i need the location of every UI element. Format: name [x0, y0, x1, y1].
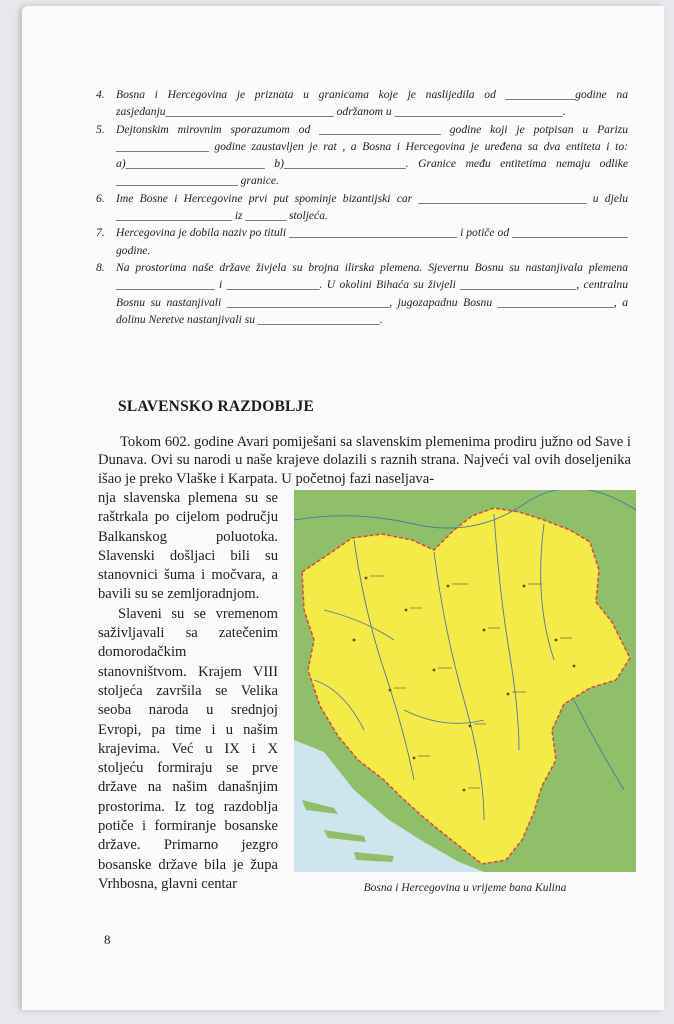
exercise-number: 4. — [96, 88, 105, 101]
exercise-list — [96, 86, 628, 328]
intro-text: Tokom 602. godine Avari pomiješani sa slavenskim plemenima prodiru južno od Save i Dunava. Ovi su narodi u naše krajeve dolazili s raznih strana. Najveći val ovih doseljenika išao je preko Vlaške i Karpata. U početnoj fazi naseljava- — [98, 434, 631, 487]
exercise-number: 5. — [96, 122, 105, 136]
exercise-item — [96, 190, 628, 225]
exercise-item — [96, 86, 628, 121]
intro-paragraph — [98, 433, 631, 488]
exercise-number: 6. — [96, 191, 105, 205]
exercise-text: Dejtonskim mirovnim sporazumom od _____________________ godine koji je potpisan u Parizu ________________ godine zaustavljen je rat , a Bosna i Hercegovina je uređena sa dva entiteta i to: a)________________________ b)_____________________. Granice među entitetima nemaju odlike _____________________ granice. — [116, 122, 628, 188]
column-paragraph-1: nja slavenska plemena su se raštrkala po cijelom području Balkanskog poluotoka. Slavenski došljaci bili su stanovnici šuma i močvara, a bavili su se zemljoradnjom. — [98, 490, 278, 603]
page-number: 8 — [104, 932, 111, 947]
exercise-number: 8. — [96, 260, 105, 274]
section-title: SLAVENSKO RAZDOBLJE — [118, 398, 315, 415]
exercise-text: Hercegovina je dobila naziv po tituli _____________________________ i potiče od ____________________ godine. — [116, 226, 628, 257]
column-paragraph-2: Slaveni su se vremenom saživljavali sa zatečenim domorodačkim stanovništvom. Krajem VIII stoljeća završila se Velika seoba naroda u srednjoj Evropi, pa time i u našim krajevima. Već u IX i X stoljeću formiraju se prve države na našim današnjim prostorima. Iz tog razdoblja potiče i formiranje bosanske države. Primarno jezgro bosanske države bila je župa Vrhbosna, glavni centar — [98, 605, 278, 892]
exercise-text: Bosna i Hercegovina je priznata u granicama koje je naslijedila od ____________godine na zasjedanju_____________________________ održanom u _____________________________. — [116, 88, 628, 119]
exercise-item — [96, 121, 628, 190]
map-caption: Bosna i Hercegovina u vrijeme bana Kulina — [363, 882, 567, 894]
exercise-text: Na prostorima naše države živjela su brojna ilirska plemena. Sjevernu Bosnu su nastanjivala plemena _________________ i ________________. U okolini Bihaća su živjeli ____________________, centralnu Bosnu su nastanjivali ____________________________, jugozapadnu Bosnu ____________________, a dolinu Neretve nastanjivali su _____________________. — [116, 260, 628, 326]
text-column — [98, 489, 278, 894]
historical-map — [294, 490, 636, 872]
exercise-item — [96, 224, 628, 259]
exercise-text: Ime Bosne i Hercegovine prvi put spominje bizantijski car _____________________________ u djelu ____________________ iz _______ stoljeća. — [116, 191, 628, 223]
exercise-item — [96, 259, 628, 328]
exercise-number: 7. — [96, 226, 105, 240]
